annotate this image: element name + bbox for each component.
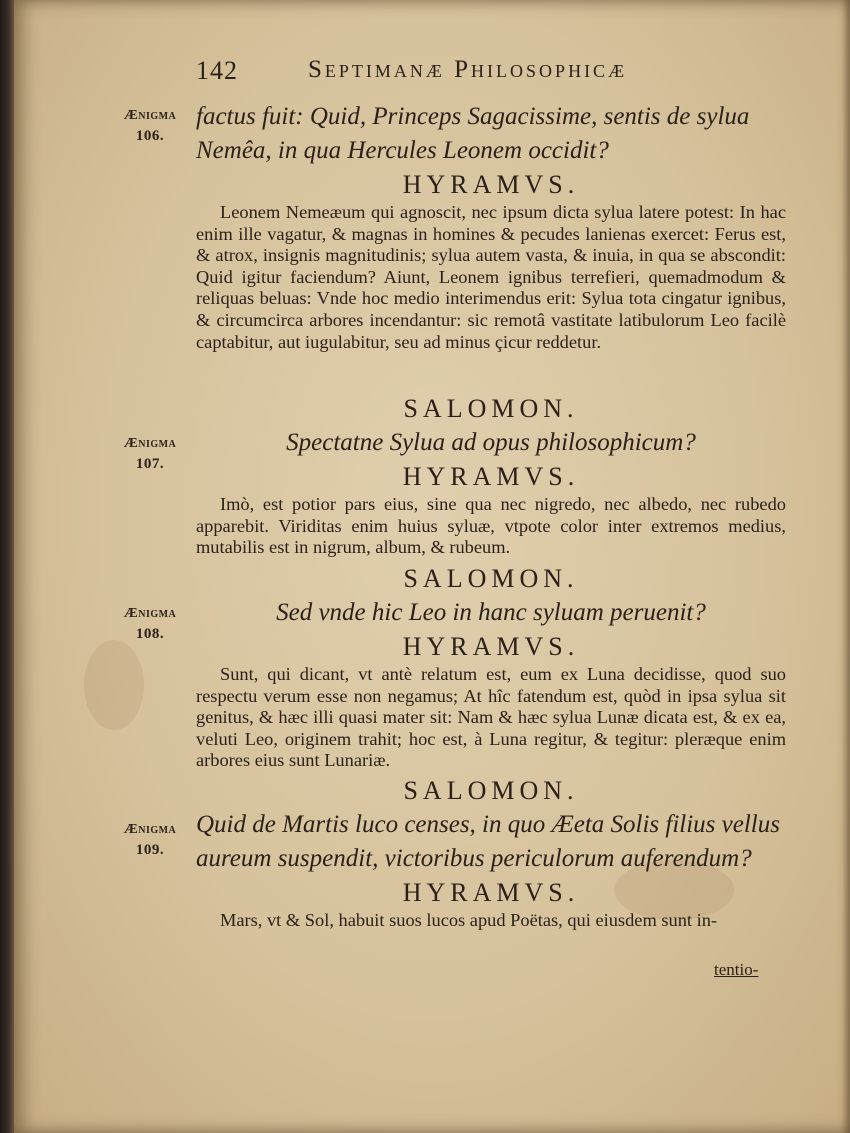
question-text: Sed vnde hic Leo in hanc syluam peruenit? xyxy=(276,599,706,626)
book-gutter xyxy=(0,0,14,1133)
section-enigma-107 xyxy=(196,392,786,559)
question-text: Spectatne Sylua ad opus philosophicum? xyxy=(286,429,696,456)
question-text: factus fuit: Quid, Princeps Sagacissime, sentis de sylua Nemêa, in qua Hercules Leonem occidit? xyxy=(196,103,750,164)
catchword: tentio- xyxy=(714,960,759,979)
answer-paragraph: Leonem Nemeæum qui agnoscit, nec ipsum dicta sylua latere potest: In hac enim ille vagatur, & magnas in homines & pecudes lanienas exercet: Ferus est, & atrox, insignis magnitudinis; sylua autem vasta, & inuia, in qua se abscondit: Quid igitur faciendum? Aiunt, Leonem ignibus terrefieri, quemadmodum & reliquas beluas: Vnde hoc medio interimendus erit: Sylua tota cingatur ignibus, & circumcirca arbores incendantur: sic remotâ vastitate latibulorum Leo facilè captabitur, aut iugulabitur, seu ad minus çicur reddetur. xyxy=(196,202,786,352)
margin-note-enigma-108 xyxy=(110,604,190,644)
margin-note-enigma-109 xyxy=(110,820,190,860)
margin-note-label: Ænigma xyxy=(123,108,177,123)
speaker-heading: HYRAMVS. xyxy=(402,632,580,661)
answer-paragraph: Sunt, qui dicant, vt antè relatum est, eum ex Luna decidisse, quod suo respectu verum esse non negamus; At hîc fatendum est, quòd in ipsa sylua sit genitus, & hæc illi quasi mater sit: Nam & hæc sylua Lunæ dicata est, & ex ea, veluti Leo, originem trahit; hoc est, à Luna regitur, & tegitur: pleræque enim arbores eius sunt Lunariæ. xyxy=(196,664,786,771)
margin-note-enigma-107 xyxy=(110,434,190,474)
question-text: Quid de Martis luco censes, in quo Æeta Solis filius vellus aureum suspendit, victoribus periculorum auferendum? xyxy=(196,811,780,872)
answer-paragraph: Mars, vt & Sol, habuit suos lucos apud Poëtas, qui eiusdem sunt in- xyxy=(220,910,718,930)
margin-note-enigma-106 xyxy=(110,106,190,146)
margin-note-number: 109. xyxy=(135,842,165,858)
section-enigma-106 xyxy=(196,100,786,353)
speaker-heading: SALOMON. xyxy=(403,394,579,423)
speaker-heading: SALOMON. xyxy=(403,564,579,593)
margin-note-label: Ænigma xyxy=(123,822,177,837)
page-edge-shadow xyxy=(842,0,850,1133)
speaker-heading: HYRAMVS. xyxy=(402,462,580,491)
paper-stain xyxy=(84,640,144,730)
speaker-heading: SALOMON. xyxy=(403,776,579,805)
margin-note-number: 108. xyxy=(135,626,165,642)
margin-note-number: 106. xyxy=(135,128,165,144)
answer-paragraph: Imò, est potior pars eius, sine qua nec nigredo, nec albedo, nec rubedo apparebit. Viriditas enim huius syluæ, vtpote color inter extremos medius, mutabilis est in nigrum, album, & rubeum. xyxy=(196,494,786,558)
section-enigma-109 xyxy=(196,774,786,932)
running-title: Septimanæ Philosophicæ xyxy=(308,56,628,83)
speaker-heading: HYRAMVS. xyxy=(402,170,580,199)
speaker-heading: HYRAMVS. xyxy=(402,878,580,907)
page-number: 142 xyxy=(196,56,238,85)
section-enigma-108 xyxy=(196,562,786,772)
margin-note-label: Ænigma xyxy=(123,606,177,621)
margin-note-label: Ænigma xyxy=(123,436,177,451)
running-header xyxy=(196,56,696,90)
margin-note-number: 107. xyxy=(135,456,165,472)
